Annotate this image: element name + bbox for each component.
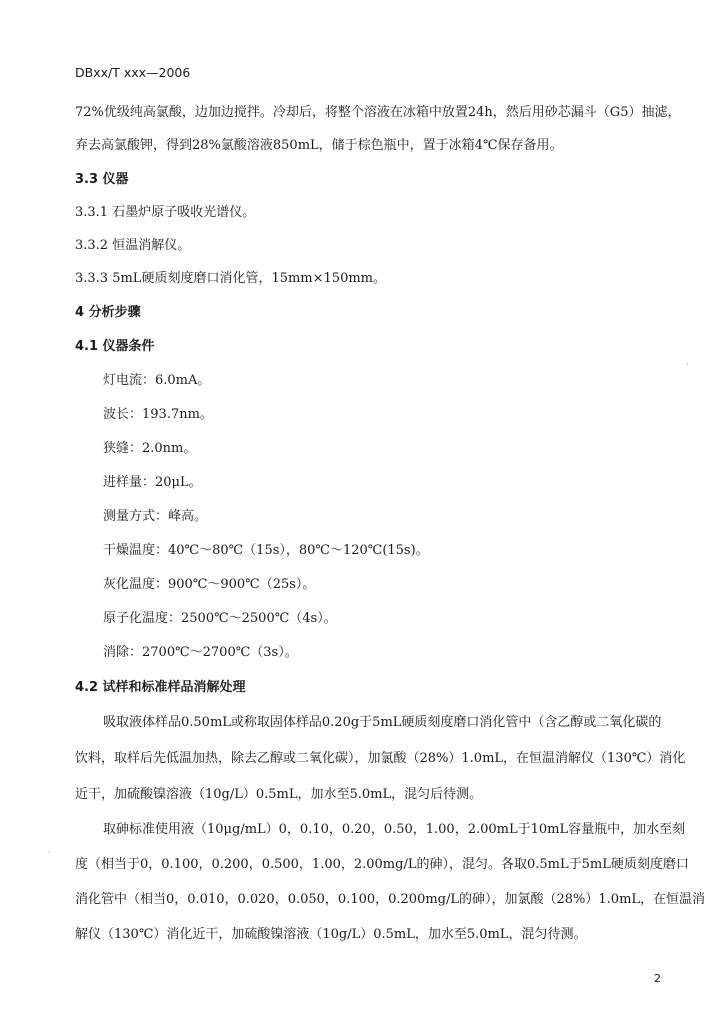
paragraph-line: 吸取液体样品0.50mL或称取固体样品0.20g于5mL硬质刻度磨口消化管中（含乙醇或二氧化碳的 xyxy=(103,715,662,730)
clause-3-3-3: 3.3.3 5mL硬质刻度磨口消化管，15mm×150mm。 xyxy=(75,271,386,286)
paragraph-line: 解仪（130℃）消化近干，加硫酸镍溶液（10g/L）0.5mL，加水至5.0mL，混匀待测。 xyxy=(75,927,587,942)
instrument-condition-cleanout: 消除：2700℃～2700℃（3s）。 xyxy=(103,645,298,660)
section-heading-4-2: 4.2 试样和标准样品消解处理 xyxy=(75,680,246,695)
section-heading-3-3: 3.3 仪器 xyxy=(75,172,129,187)
clause-3-3-2: 3.3.2 恒温消解仪。 xyxy=(75,238,191,253)
instrument-condition-slit: 狭缝：2.0nm。 xyxy=(103,441,197,456)
instrument-condition-atomization-temp: 原子化温度：2500℃～2500℃（4s）。 xyxy=(103,611,337,626)
paragraph-line: 取砷标准使用液（10μg/mL）0，0.10，0.20，0.50，1.00，2.00mL于10mL容量瓶中，加水至刻 xyxy=(103,822,686,837)
instrument-condition-measurement-mode: 测量方式：峰高。 xyxy=(103,509,208,524)
paragraph-line: 弃去高氯酸钾，得到28%氯酸溶液850mL，储于棕色瓶中，置于冰箱4℃保存备用。 xyxy=(75,138,563,153)
instrument-condition-injection-volume: 进样量：20μL。 xyxy=(103,475,202,490)
scan-dot-mark: · xyxy=(48,848,51,857)
instrument-condition-ashing-temp: 灰化温度：900℃～900℃（25s）。 xyxy=(103,577,316,592)
instrument-condition-lamp-current: 灯电流：6.0mA。 xyxy=(103,373,211,388)
document-header: DBxx/T xxx—2006 xyxy=(75,65,191,80)
instrument-condition-drying-temp: 干燥温度：40℃～80℃（15s），80℃～120℃(15s)。 xyxy=(103,543,429,558)
paragraph-line: 近干，加硫酸镍溶液（10g/L）0.5mL，加水至5.0mL，混匀后待测。 xyxy=(75,787,483,802)
clause-3-3-1: 3.3.1 石墨炉原子吸收光谱仪。 xyxy=(75,205,256,220)
section-heading-4: 4 分析步骤 xyxy=(75,305,141,320)
paragraph-line: 消化管中（相当0，0.010，0.020，0.050，0.100，0.200mg/L的砷），加氯酸（28%）1.0mL，在恒温消 xyxy=(75,892,706,907)
scan-dot-mark: · xyxy=(686,360,689,369)
paragraph-line: 度（相当于0，0.100，0.200，0.500，1.00，2.00mg/L的砷），混匀。各取0.5mL于5mL硬质刻度磨口 xyxy=(75,857,689,872)
page-number: 2 xyxy=(654,972,661,985)
section-heading-4-1: 4.1 仪器条件 xyxy=(75,339,155,354)
paragraph-line: 饮料，取样后先低温加热，除去乙醇或二氧化碳），加氯酸（28%）1.0mL，在恒温消解仪（130℃）消化 xyxy=(75,751,686,766)
instrument-condition-wavelength: 波长：193.7nm。 xyxy=(103,407,213,422)
paragraph-line: 72%优级纯高氯酸，边加边搅拌。冷却后，将整个溶液在冰箱中放置24h，然后用砂芯漏斗（G5）抽滤， xyxy=(75,105,681,120)
